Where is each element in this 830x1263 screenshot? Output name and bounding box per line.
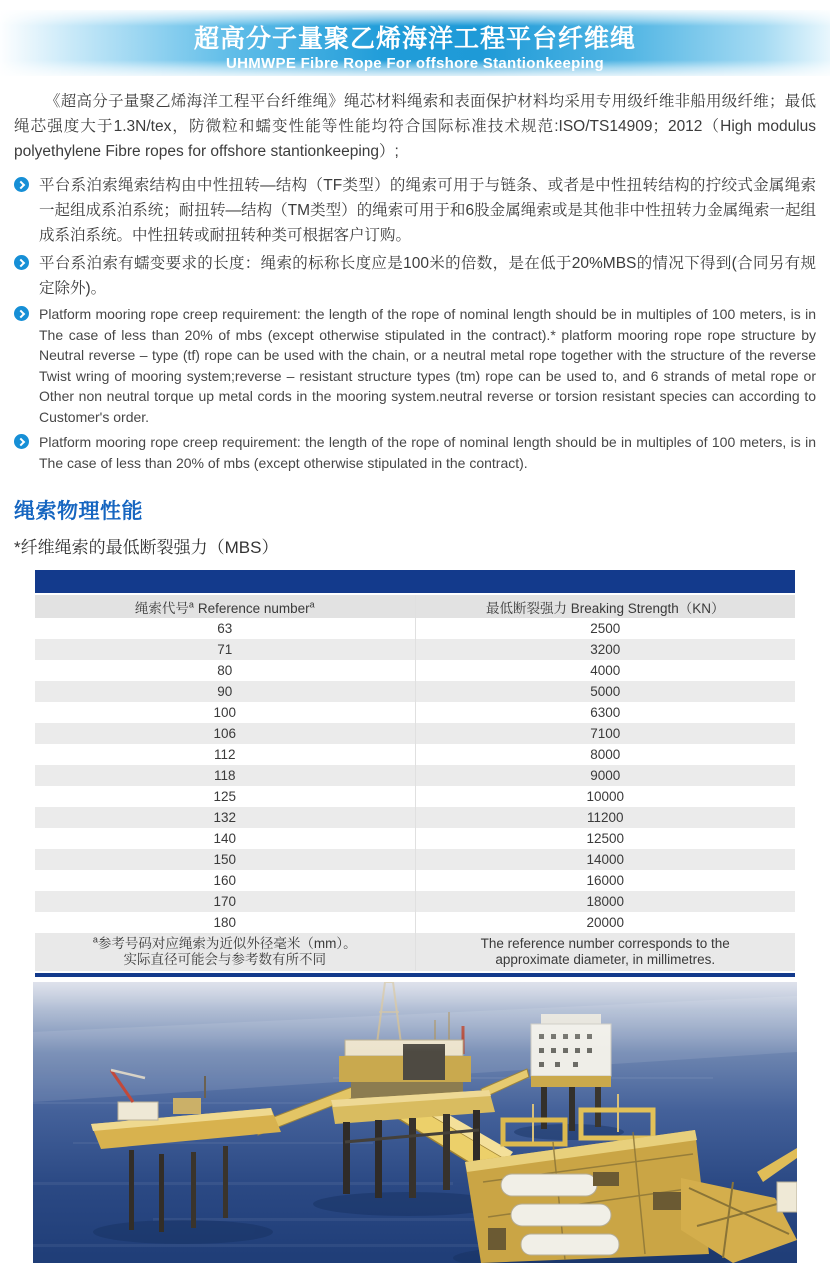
footnote-marker: a	[92, 934, 98, 945]
table-row	[35, 660, 795, 681]
breaking-strength-cell: 9000	[415, 765, 795, 786]
footnote-zh-line2: 实际直径可能会与参考数有所不同	[123, 952, 326, 967]
table-top-band	[35, 570, 795, 593]
breaking-strength-cell: 6300	[415, 702, 795, 723]
table-row	[35, 786, 795, 807]
breaking-strength-cell: 18000	[415, 891, 795, 912]
footnote-marker: a	[188, 599, 194, 609]
reference-number-cell: 160	[213, 873, 237, 888]
bullet-list	[14, 173, 816, 473]
offshore-platform-photo	[33, 982, 797, 1263]
arrow-bullet-icon	[14, 306, 29, 321]
reference-number-header-en: Reference number	[197, 600, 310, 616]
table-row	[35, 744, 795, 765]
breaking-strength-cell: 10000	[415, 786, 795, 807]
bullet-item	[14, 432, 816, 473]
breaking-strength-cell: 12500	[415, 828, 795, 849]
table-row	[35, 912, 795, 933]
table-row	[35, 828, 795, 849]
footnote-en-line1: The reference number corresponds to the	[480, 936, 730, 951]
reference-number-cell: 106	[35, 723, 415, 744]
breaking-strength-cell: 16000	[415, 870, 795, 891]
breaking-strength-cell: 3200	[415, 639, 795, 660]
table-row	[35, 681, 795, 702]
footnote-en-line2: approximate diameter, in millimetres.	[495, 952, 716, 967]
arrow-bullet-icon	[14, 255, 29, 270]
section-heading: 绳索物理性能	[14, 500, 143, 523]
table-row	[35, 870, 795, 891]
reference-number-cell: 150	[35, 849, 415, 870]
page-title: 超高分子量聚乙烯海洋工程平台纤维绳	[193, 25, 636, 53]
reference-number-header	[35, 595, 415, 618]
rope-strength-table	[35, 570, 795, 977]
bullet-item	[14, 251, 816, 301]
bullet-text: 平台系泊索有蠕变要求的长度：绳索的标称长度应是100米的倍数，是在低于20%MBS的情况下得到(合同另有规定除外)。	[39, 255, 816, 297]
breaking-strength-cell: 14000	[415, 849, 795, 870]
footnote-zh-line1: 参考号码对应绳索为近似外径毫米（mm）。	[97, 936, 357, 951]
page-content	[0, 89, 830, 1263]
table-row	[35, 849, 795, 870]
bullet-text: Platform mooring rope creep requirement: the length of the rope of nominal length should be in multiples of 100 meters, is in The case of less than 20% of mbs (except otherwise stipulated in the contract).* platform mooring rope rope structure by Neutral reverse – type (tf) rope can be used with the chain, or a neutral metal rope together with the structure of the reverse Twist wring of mooring system;reverse – resistant structure types (tm) rope can be used to, and 6 strands of metal rope or Other non neutral torque up metal cords in the mooring system.neutral reverse or torsion resistant species can according to Customer's order.	[39, 306, 816, 425]
footnote-zh	[35, 933, 415, 971]
breaking-strength-cell: 5000	[415, 681, 795, 702]
breaking-strength-header: 最低断裂强力 Breaking Strength（KN）	[415, 595, 795, 618]
table-bottom-rule	[35, 973, 795, 977]
footnote-en	[415, 933, 795, 971]
page-header-ribbon	[0, 10, 830, 76]
reference-number-cell: 140	[213, 831, 237, 846]
bullet-item	[14, 304, 816, 427]
reference-number-cell: 90	[35, 681, 415, 702]
page-subtitle: UHMWPE Fibre Rope For offshore Stantionkeeping	[226, 55, 604, 72]
table-row	[35, 702, 795, 723]
table-row	[35, 639, 795, 660]
section-subheading: *纤维绳索的最低断裂强力（MBS）	[14, 538, 279, 557]
bullet-text: 平台系泊索绳索结构由中性扭转—结构（TF类型）的绳索可用于与链条、或者是中性扭转结构的拧绞式金属绳索一起组成系泊系统；耐扭转—结构（TM类型）的绳索可用于和6股金属绳索或是其他非中性扭转力金属绳索一起组成系泊系统。中性扭转或耐扭转种类可根据客户订购。	[39, 177, 816, 244]
breaking-strength-cell: 4000	[415, 660, 795, 681]
reference-number-cell: 125	[213, 789, 237, 804]
reference-number-cell: 71	[35, 639, 415, 660]
table-row	[35, 723, 795, 744]
breaking-strength-cell: 20000	[415, 912, 795, 933]
reference-number-cell: 118	[35, 765, 415, 786]
intro-paragraph: 《超高分子量聚乙烯海洋工程平台纤维绳》绳芯材料绳索和表面保护材料均采用专用级纤维非船用级纤维；最低绳芯强度大于1.3N/tex，防微粒和蠕变性能等性能均符合国际标准技术规范:ISO/TS14909；2012（High modulus polyethylene Fibre ropes for offshore stantionkeeping）;	[14, 93, 816, 160]
table-footnote-row	[35, 933, 795, 971]
rope-table-body	[35, 618, 795, 933]
table-row	[35, 891, 795, 912]
reference-number-header-zh: 绳索代号	[134, 600, 189, 616]
reference-number-cell: 80	[217, 663, 233, 678]
reference-number-cell: 180	[213, 915, 237, 930]
breaking-strength-cell: 8000	[415, 744, 795, 765]
footnote-marker: a	[309, 599, 315, 609]
reference-number-cell: 170	[35, 891, 415, 912]
bullet-text: Platform mooring rope creep requirement: the length of the rope of nominal length should be in multiples of 100 meters, is in The case of less than 20% of mbs (except otherwise stipulated in the contract).	[39, 434, 816, 471]
table-row	[35, 807, 795, 828]
reference-number-cell: 132	[35, 807, 415, 828]
table-header-row	[35, 595, 795, 618]
table-row	[35, 765, 795, 786]
reference-number-cell: 112	[213, 747, 236, 762]
reference-number-cell: 100	[213, 705, 237, 720]
reference-number-cell: 63	[217, 621, 233, 636]
breaking-strength-cell: 7100	[415, 723, 795, 744]
table-row	[35, 618, 795, 639]
arrow-bullet-icon	[14, 434, 29, 449]
breaking-strength-cell: 11200	[415, 807, 795, 828]
bullet-item	[14, 173, 816, 248]
arrow-bullet-icon	[14, 177, 29, 192]
offshore-platform-illustration	[33, 982, 797, 1263]
breaking-strength-cell: 2500	[415, 618, 795, 639]
